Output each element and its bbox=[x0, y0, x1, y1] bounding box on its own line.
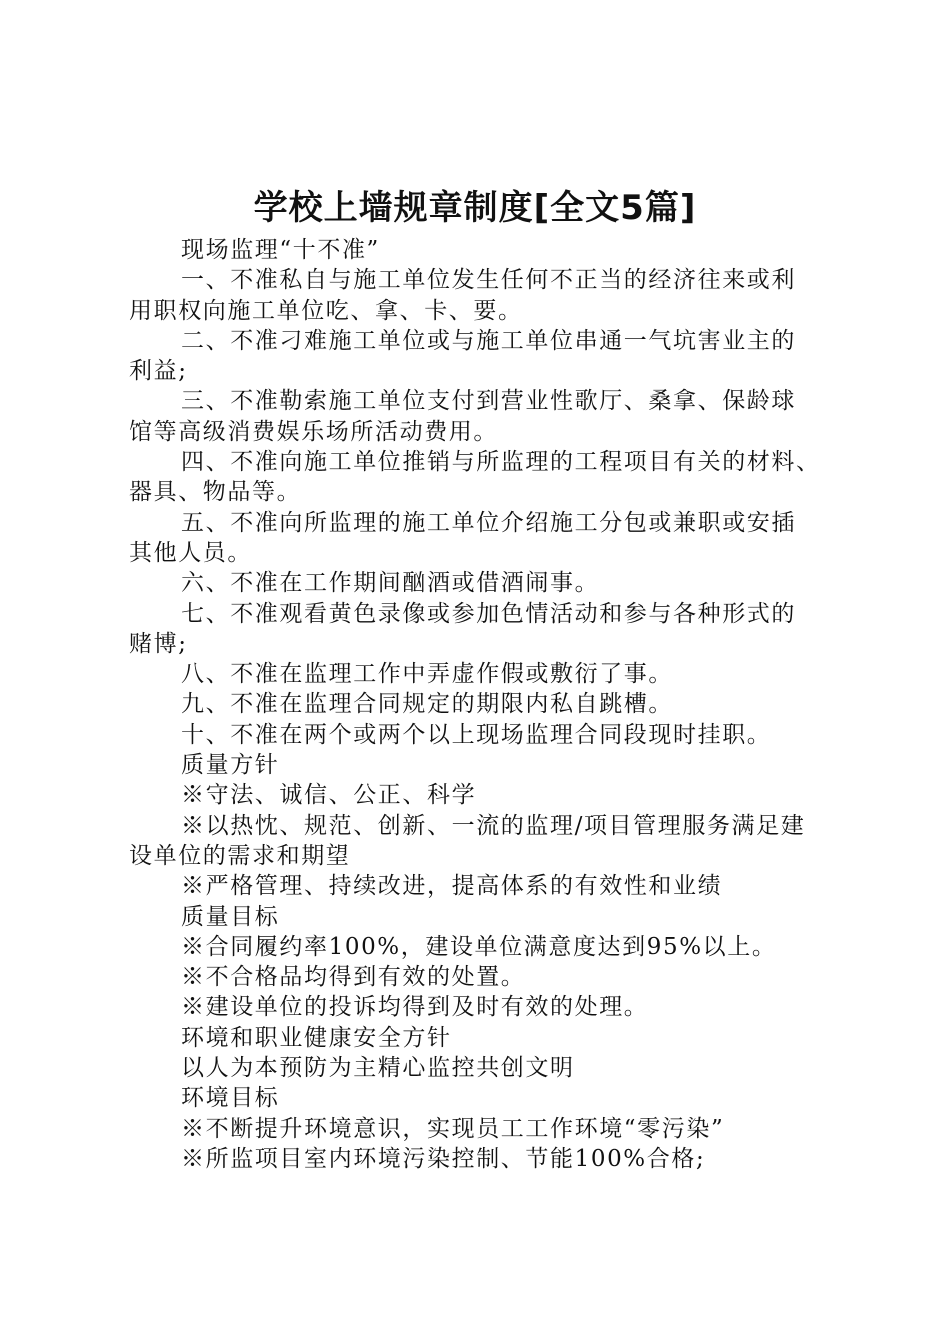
text-line: 设单位的需求和期望 bbox=[129, 842, 351, 869]
text-line: ※合同履约率100%，建设单位满意度达到95%以上。 bbox=[181, 933, 777, 960]
text-line: 以人为本预防为主精心监控共创文明 bbox=[181, 1055, 575, 1082]
text-line: 三、不准勒索施工单位支付到营业性歌厅、桑拿、保龄球 bbox=[181, 388, 796, 415]
document-title: 学校上墙规章制度[全文5篇] bbox=[253, 188, 697, 228]
text-line: 其他人员。 bbox=[129, 539, 252, 566]
text-line: 二、不准刁难施工单位或与施工单位串通一气坑害业主的 bbox=[181, 327, 796, 354]
text-line: ※以热忱、规范、创新、一流的监理/项目管理服务满足建 bbox=[181, 812, 806, 839]
text-line: 用职权向施工单位吃、拿、卡、要。 bbox=[129, 297, 523, 324]
text-line: 器具、物品等。 bbox=[129, 479, 302, 506]
text-line: 现场监理“十不准” bbox=[181, 237, 380, 263]
text-line: ※严格管理、持续改进，提高体系的有效性和业绩 bbox=[181, 873, 723, 900]
text-line: 利益; bbox=[129, 358, 188, 385]
text-line: 质量方针 bbox=[181, 752, 280, 779]
text-line: 七、不准观看黄色录像或参加色情活动和参与各种形式的 bbox=[181, 600, 796, 627]
text-line: ※不合格品均得到有效的处置。 bbox=[181, 964, 526, 991]
text-line: 九、不准在监理合同规定的期限内私自跳槽。 bbox=[181, 691, 673, 718]
text-line: 四、不准向施工单位推销与所监理的工程项目有关的材料、 bbox=[181, 449, 821, 476]
text-line: ※守法、诚信、公正、科学 bbox=[181, 782, 477, 809]
text-line: 八、不准在监理工作中弄虚作假或敷衍了事。 bbox=[181, 661, 673, 688]
text-line: 馆等高级消费娱乐场所活动费用。 bbox=[129, 418, 498, 445]
document-body bbox=[129, 235, 834, 1174]
text-line: 六、不准在工作期间酗酒或借酒闹事。 bbox=[181, 570, 600, 597]
text-line: ※建设单位的投诉均得到及时有效的处理。 bbox=[181, 994, 649, 1021]
text-line: 环境目标 bbox=[181, 1085, 280, 1112]
text-line: 质量目标 bbox=[181, 903, 280, 930]
text-line: 一、不准私自与施工单位发生任何不正当的经济往来或利 bbox=[181, 267, 796, 294]
text-line: ※所监项目室内环境污染控制、节能100%合格; bbox=[181, 1145, 706, 1172]
text-line: 赌博; bbox=[129, 630, 188, 657]
text-line: 十、不准在两个或两个以上现场监理合同段现时挂职。 bbox=[181, 721, 772, 748]
text-line: 环境和职业健康安全方针 bbox=[181, 1024, 452, 1051]
text-line: 五、不准向所监理的施工单位介绍施工分包或兼职或安插 bbox=[181, 509, 796, 536]
text-line: ※不断提升环境意识，实现员工工作环境“零污染” bbox=[181, 1115, 725, 1142]
